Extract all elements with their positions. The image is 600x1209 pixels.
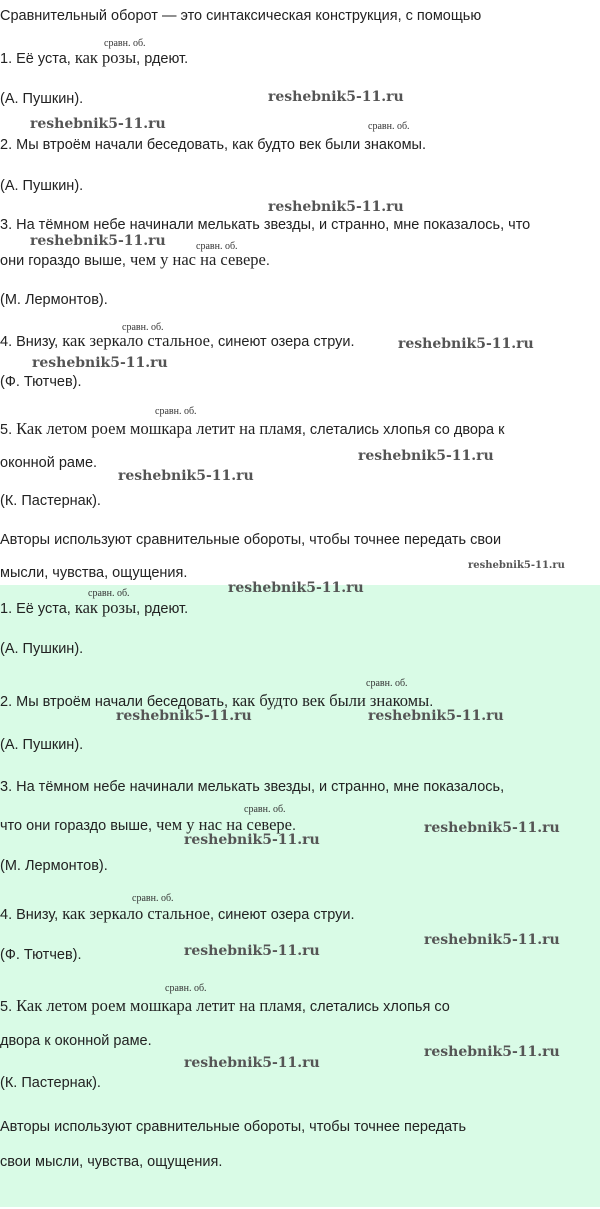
annotation-label: сравн. об.	[368, 121, 410, 132]
annotation-label: сравн. об.	[132, 893, 174, 904]
author-pushkin: (А. Пушкин).	[0, 737, 84, 753]
watermark: reshebnik5-11.ru	[268, 199, 404, 215]
sentence-4: 4. Внизу, как зеркало стальное, синеют озера струи.	[0, 331, 355, 350]
annotation-label: сравн. об.	[366, 678, 408, 689]
annotation-label: сравн. об.	[155, 406, 197, 417]
watermark: reshebnik5-11.ru	[30, 233, 166, 249]
conclusion-line1: Авторы используют сравнительные обороты, чтобы точнее передать	[0, 1119, 467, 1135]
watermark: reshebnik5-11.ru	[268, 89, 404, 105]
sentence-2: 2. Мы втроём начали беседовать, как будто век были знакомы.	[0, 691, 434, 710]
sentence-3-line1: 3. На тёмном небе начинали мелькать звезды, и странно, мне показалось,	[0, 779, 505, 795]
conclusion-line2: мысли, чувства, ощущения.	[0, 565, 188, 581]
sentence-5-line2: оконной раме.	[0, 455, 98, 471]
watermark: reshebnik5-11.ru	[424, 1044, 560, 1060]
conclusion-line2: свои мысли, чувства, ощущения.	[0, 1154, 223, 1170]
watermark: reshebnik5-11.ru	[32, 355, 168, 371]
sentence-5-line1: 5. Как летом роем мошкара летит на пламя, слетались хлопья со двора к	[0, 419, 505, 438]
answer-panel	[0, 585, 600, 1207]
author-tyutchev: (Ф. Тютчев).	[0, 947, 82, 963]
annotation-label: сравн. об.	[244, 804, 286, 815]
sentence-5-line1: 5. Как летом роем мошкара летит на пламя, слетались хлопья со	[0, 996, 450, 1015]
comparative-phrase: как будто век были знакомы	[232, 691, 430, 710]
watermark: reshebnik5-11.ru	[184, 1055, 320, 1071]
comparative-phrase: как будто век были знакомы	[232, 137, 422, 153]
comparative-phrase: как зеркало стальное	[62, 904, 210, 923]
sentence-3-line2: они гораздо выше, чем у нас на севере.	[0, 250, 270, 269]
intro-text: Сравнительный оборот — это синтаксическая конструкция, с помощью	[0, 8, 482, 24]
author-pasternak: (К. Пастернак).	[0, 1075, 101, 1091]
watermark: reshebnik5-11.ru	[228, 580, 364, 596]
watermark: reshebnik5-11.ru	[398, 336, 534, 352]
annotation-label: сравн. об.	[122, 322, 164, 333]
sentence-2: 2. Мы втроём начали беседовать, как будто век были знакомы.	[0, 137, 426, 153]
author-tyutchev: (Ф. Тютчев).	[0, 374, 82, 390]
comparative-phrase: чем у нас на севере	[129, 250, 266, 269]
annotation-label: сравн. об.	[196, 241, 238, 252]
watermark: reshebnik5-11.ru	[184, 943, 320, 959]
sentence-5-line2: двора к оконной раме.	[0, 1033, 152, 1049]
author-pushkin: (А. Пушкин).	[0, 641, 84, 657]
watermark: reshebnik5-11.ru	[424, 820, 560, 836]
author-pushkin: (А. Пушкин).	[0, 178, 84, 194]
annotation-label: сравн. об.	[104, 38, 146, 49]
comparative-phrase: как розы	[74, 48, 137, 67]
watermark: reshebnik5-11.ru	[30, 116, 166, 132]
sentence-3-line2: что они гораздо выше, чем у нас на севере.	[0, 815, 297, 834]
watermark: reshebnik5-11.ru	[118, 468, 254, 484]
conclusion-line1: Авторы используют сравнительные обороты, чтобы точнее передать свои	[0, 532, 502, 548]
sentence-3-line1: 3. На тёмном небе начинали мелькать звезды, и странно, мне показалось, что	[0, 217, 531, 233]
comparative-phrase: как розы	[74, 598, 137, 617]
author-pushkin: (А. Пушкин).	[0, 91, 84, 107]
comparative-phrase: Как летом роем мошкара летит на пламя	[16, 419, 302, 438]
sentence-4: 4. Внизу, как зеркало стальное, синеют озера струи.	[0, 904, 355, 923]
comparative-phrase: как зеркало стальное	[62, 331, 210, 350]
comparative-phrase: чем у нас на севере	[156, 815, 292, 834]
sentence-1: 1. Её уста, как розы, рдеют.	[0, 48, 189, 67]
sentence-1: 1. Её уста, как розы, рдеют.	[0, 598, 189, 617]
author-lermontov: (М. Лермонтов).	[0, 292, 108, 308]
annotation-label: сравн. об.	[165, 983, 207, 994]
watermark: reshebnik5-11.ru	[424, 932, 560, 948]
watermark: reshebnik5-11.ru	[468, 560, 565, 571]
author-pasternak: (К. Пастернак).	[0, 493, 101, 509]
annotation-label: сравн. об.	[88, 588, 130, 599]
watermark: reshebnik5-11.ru	[368, 708, 504, 724]
watermark: reshebnik5-11.ru	[184, 832, 320, 848]
watermark: reshebnik5-11.ru	[116, 708, 252, 724]
watermark: reshebnik5-11.ru	[358, 448, 494, 464]
comparative-phrase: Как летом роем мошкара летит на пламя	[16, 996, 302, 1015]
author-lermontov: (М. Лермонтов).	[0, 858, 108, 874]
